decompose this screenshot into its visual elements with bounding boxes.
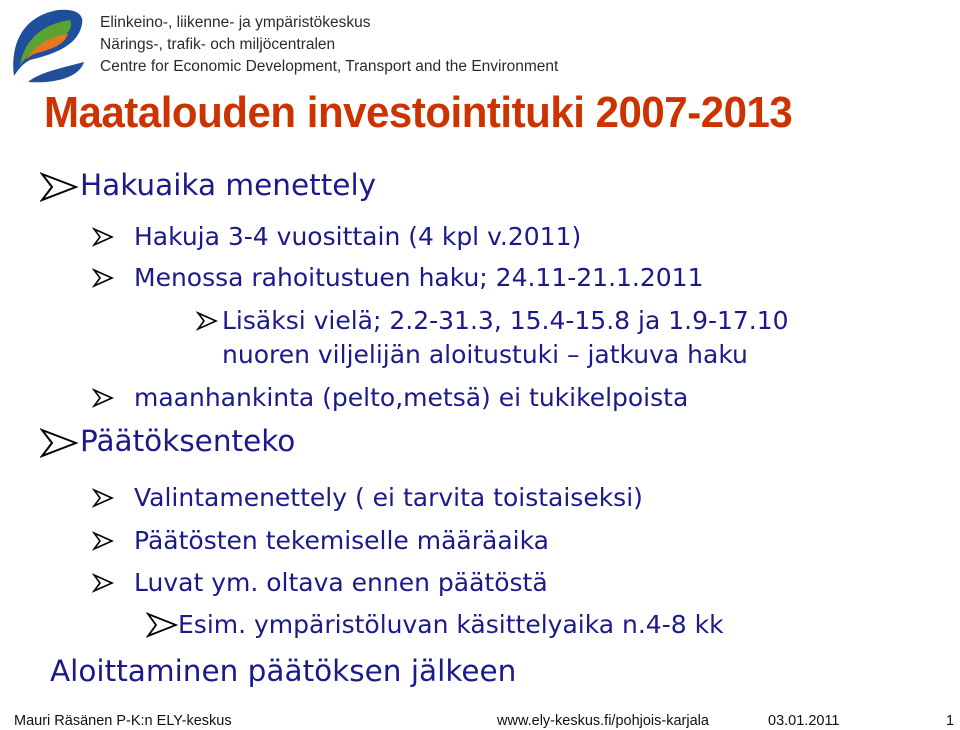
arrowhead-bullet-icon (92, 227, 114, 247)
footer-page-number: 1 (946, 713, 955, 729)
arrowhead-bullet-icon (146, 612, 178, 638)
slide-title: Maatalouden investointituki 2007-2013 (44, 88, 793, 137)
footer-date: 03.01.2011 (768, 713, 840, 729)
org-name-swedish: Närings-, trafik- och miljöcentralen (100, 36, 336, 53)
arrowhead-bullet-icon (92, 573, 114, 593)
org-name-english: Centre for Economic Development, Transport and the Environment (100, 58, 559, 75)
footer-author: Mauri Räsänen P-K:n ELY-keskus (14, 713, 232, 729)
footer-url: www.ely-keskus.fi/pohjois-karjala (497, 713, 709, 729)
arrowhead-bullet-icon (40, 428, 78, 458)
ely-keskus-logo (4, 2, 86, 84)
subbullet-lisaksi-continuation: nuoren viljelijän aloitustuki – jatkuva haku (222, 340, 748, 369)
arrowhead-bullet-icon (92, 268, 114, 288)
arrowhead-bullet-icon (92, 531, 114, 551)
heading-aloittaminen: Aloittaminen päätöksen jälkeen (50, 654, 517, 688)
arrowhead-bullet-icon (92, 388, 114, 408)
arrowhead-bullet-icon (40, 172, 78, 202)
arrowhead-bullet-icon (196, 311, 218, 331)
arrowhead-bullet-icon (92, 488, 114, 508)
org-name-finnish: Elinkeino-, liikenne- ja ympäristökeskus (100, 14, 371, 31)
